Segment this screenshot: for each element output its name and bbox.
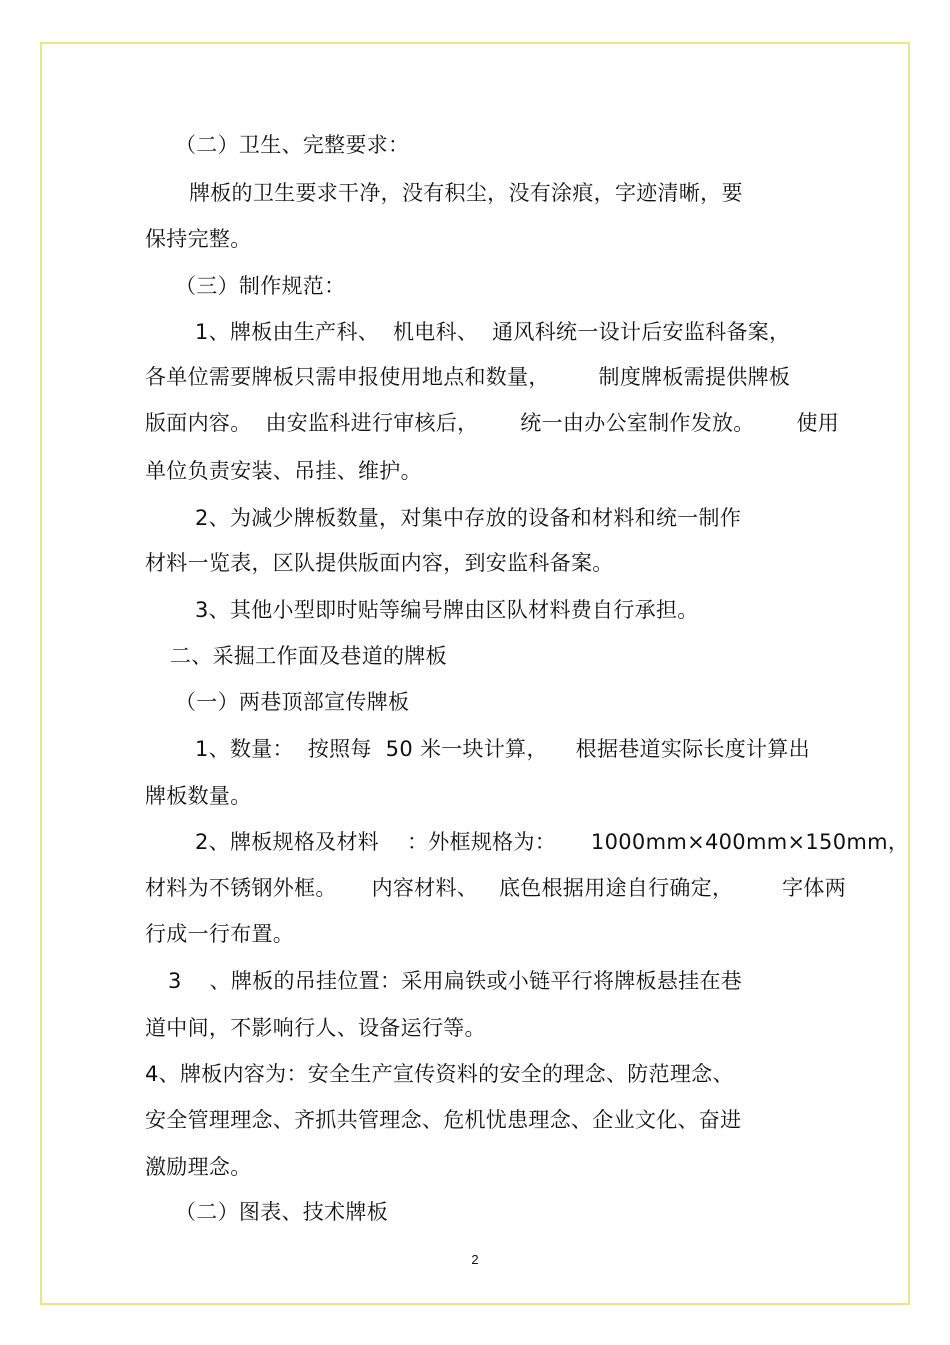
paragraph-line: 材料为不锈钢外框。 内容材料、 底色根据用途自行确定， 字体两 <box>145 876 847 900</box>
paragraph-line: 激励理念。 <box>145 1155 252 1179</box>
section-heading: 二、采掘工作面及巷道的牌板 <box>170 644 447 668</box>
heading-hygiene: （二）卫生、完整要求： <box>175 133 410 157</box>
paragraph-line: 单位负责安装、吊挂、维护。 <box>145 459 422 483</box>
paragraph-line: 牌板数量。 <box>145 784 252 808</box>
paragraph-line: 1、数量： 按照每 50 米一块计算， 根据巷道实际长度计算出 <box>195 737 810 761</box>
paragraph-line: 4、牌板内容为：安全生产宣传资料的安全的理念、防范理念、 <box>145 1062 734 1086</box>
paragraph-line: 行成一行布置。 <box>145 922 295 946</box>
heading-standards: （三）制作规范： <box>175 274 346 298</box>
paragraph-line: 各单位需要牌板只需申报使用地点和数量， 制度牌板需提供牌板 <box>145 365 791 389</box>
paragraph-line: 安全管理理念、齐抓共管理念、危机忧患理念、企业文化、奋进 <box>145 1108 742 1132</box>
paragraph-line: 1、牌板由生产科、 机电科、 通风科统一设计后安监科备案， <box>195 320 791 344</box>
paragraph-line: 2、为减少牌板数量，对集中存放的设备和材料和统一制作 <box>195 506 742 530</box>
paragraph-line: 版面内容。 由安监科进行审核后， 统一由办公室制作发放。 使用 <box>145 411 840 435</box>
paragraph-line: 材料一览表，区队提供版面内容，到安监科备案。 <box>145 551 614 575</box>
paragraph-line: 道中间，不影响行人、设备运行等。 <box>145 1016 486 1040</box>
subsection-heading: （一）两巷顶部宣传牌板 <box>175 690 410 714</box>
paragraph-line: 3 、牌板的吊挂位置：采用扁铁或小链平行将牌板悬挂在巷 <box>168 969 743 993</box>
subsection-heading: （二）图表、技术牌板 <box>175 1200 388 1224</box>
paragraph-line: 牌板的卫生要求干净，没有积尘，没有涂痕，字迹清晰，要 <box>175 181 743 205</box>
paragraph-line: 3、其他小型即时贴等编号牌由区队材料费自行承担。 <box>195 598 699 622</box>
page-number: 2 <box>471 1252 479 1267</box>
paragraph-line: 2、牌板规格及材料 ：外框规格为： 1000mm×400mm×150mm， <box>195 830 910 854</box>
paragraph-line: 保持完整。 <box>145 227 252 251</box>
